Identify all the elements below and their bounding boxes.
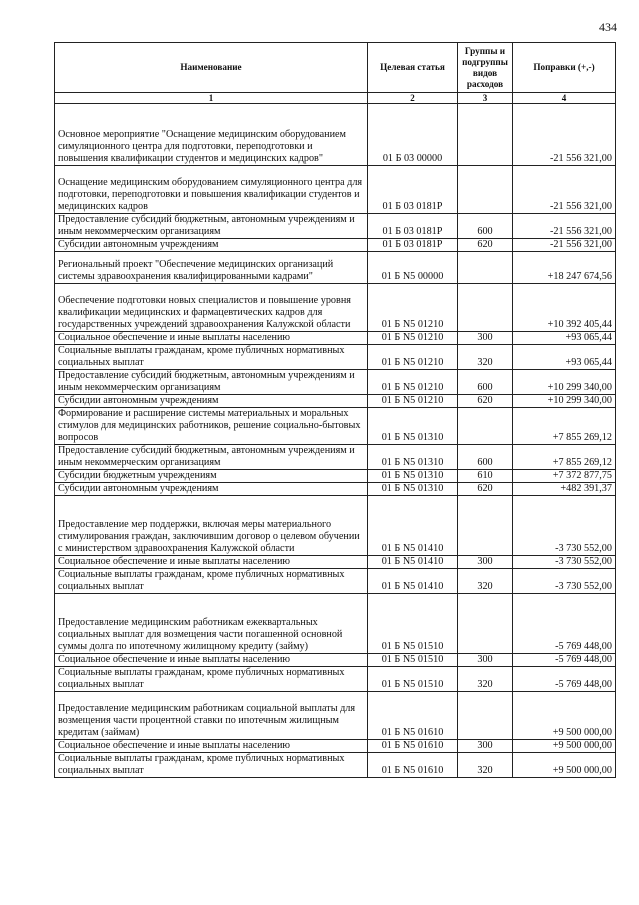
row-group: 300 [458,556,513,569]
row-group [458,252,513,284]
row-code: 01 Б N5 01310 [368,445,458,470]
table-row [55,654,616,667]
row-code: 01 Б N5 01210 [368,395,458,408]
row-amount: +482 391,37 [513,483,616,496]
row-amount: +9 500 000,00 [513,740,616,753]
row-name: Формирование и расширение системы материальных и моральных стимулов для медицинских работников, решение социально-бытовых вопросов [55,408,368,445]
table-row [55,252,616,284]
table-row [55,345,616,370]
table-header-row [55,43,616,93]
row-amount: -21 556 321,00 [513,104,616,166]
row-name: Социальные выплаты гражданам, кроме публичных нормативных социальных выплат [55,345,368,370]
row-code: 01 Б N5 01610 [368,753,458,778]
row-group: 320 [458,345,513,370]
page-number: 434 [599,20,617,34]
row-code: 01 Б 03 0181P [368,214,458,239]
row-group: 300 [458,654,513,667]
column-number-2: 2 [368,93,458,104]
row-code: 01 Б N5 01310 [368,483,458,496]
row-amount: +7 855 269,12 [513,445,616,470]
row-group: 300 [458,332,513,345]
row-name: Социальные выплаты гражданам, кроме публичных нормативных социальных выплат [55,667,368,692]
row-group: 600 [458,445,513,470]
row-amount: -5 769 448,00 [513,594,616,654]
row-name: Социальные выплаты гражданам, кроме публичных нормативных социальных выплат [55,569,368,594]
row-code: 01 Б N5 01610 [368,740,458,753]
row-code: 01 Б N5 01310 [368,408,458,445]
column-number-row [55,93,616,104]
row-name: Предоставление субсидий бюджетным, автономным учреждениям и иным некоммерческим организациям [55,214,368,239]
row-name: Предоставление мер поддержки, включая меры материального стимулирования граждан, заключившим договор о целевом обучении с министерством здравоохранения Калужской области [55,496,368,556]
row-group [458,104,513,166]
row-amount: +93 065,44 [513,345,616,370]
row-name: Субсидии бюджетным учреждениям [55,470,368,483]
row-code: 01 Б N5 01510 [368,654,458,667]
row-name: Предоставление медицинским работникам ежеквартальных социальных выплат для возмещения части погашенной основной суммы долга по ипотечному жилищному кредиту (займу) [55,594,368,654]
row-group [458,692,513,740]
row-group: 320 [458,569,513,594]
row-code: 01 Б N5 01210 [368,332,458,345]
row-name: Обеспечение подготовки новых специалистов и повышение уровня квалификации медицинских и фармацевтических кадров для государственных учреждений здравоохранения Калужской области [55,284,368,332]
table-row [55,332,616,345]
row-group [458,284,513,332]
row-code: 01 Б N5 01210 [368,345,458,370]
row-group [458,166,513,214]
row-group: 600 [458,214,513,239]
table-row [55,496,616,556]
row-amount: -21 556 321,00 [513,239,616,252]
table-row [55,104,616,166]
table-row [55,370,616,395]
table-row [55,556,616,569]
row-name: Предоставление медицинским работникам социальной выплаты для возмещения части процентной ставки по ипотечным жилищным кредитам (займам) [55,692,368,740]
table-row [55,214,616,239]
row-code: 01 Б 03 0181P [368,166,458,214]
table-row [55,166,616,214]
column-number-3: 3 [458,93,513,104]
table-row [55,692,616,740]
row-name: Социальные выплаты гражданам, кроме публичных нормативных социальных выплат [55,753,368,778]
table-row [55,667,616,692]
table-row [55,594,616,654]
row-group [458,594,513,654]
row-name: Предоставление субсидий бюджетным, автономным учреждениям и иным некоммерческим организациям [55,370,368,395]
table-row [55,569,616,594]
row-name: Предоставление субсидий бюджетным, автономным учреждениям и иным некоммерческим организациям [55,445,368,470]
row-name: Региональный проект "Обеспечение медицинских организаций системы здравоохранения квалифицированными кадрами" [55,252,368,284]
row-group: 300 [458,740,513,753]
row-code: 01 Б N5 01510 [368,594,458,654]
row-code: 01 Б N5 01310 [368,470,458,483]
table-row [55,470,616,483]
table-row [55,408,616,445]
row-code: 01 Б 03 00000 [368,104,458,166]
row-amount: -21 556 321,00 [513,166,616,214]
column-number-4: 4 [513,93,616,104]
table-row [55,239,616,252]
row-group: 610 [458,470,513,483]
table-row [55,395,616,408]
row-group: 320 [458,753,513,778]
row-name: Основное мероприятие "Оснащение медицинским оборудованием симуляционного центра для подготовки, переподготовки и повышения квалификации студентов и медицинских кадров" [55,104,368,166]
row-amount: +9 500 000,00 [513,753,616,778]
row-name: Социальное обеспечение и иные выплаты населению [55,332,368,345]
row-amount: +10 392 405,44 [513,284,616,332]
header-group: Группы и подгруппы видов расходов [458,43,513,93]
row-amount: +9 500 000,00 [513,692,616,740]
row-code: 01 Б N5 01410 [368,569,458,594]
table-row [55,445,616,470]
row-code: 01 Б N5 01210 [368,284,458,332]
table-row [55,740,616,753]
row-amount: -3 730 552,00 [513,569,616,594]
row-group: 620 [458,395,513,408]
row-code: 01 Б N5 01210 [368,370,458,395]
row-name: Субсидии автономным учреждениям [55,395,368,408]
budget-amendments-table [54,42,616,778]
row-name: Социальное обеспечение и иные выплаты населению [55,556,368,569]
table-row [55,483,616,496]
row-group: 620 [458,239,513,252]
row-code: 01 Б N5 00000 [368,252,458,284]
column-number-1: 1 [55,93,368,104]
row-amount: -5 769 448,00 [513,654,616,667]
header-name: Наименование [55,43,368,93]
row-amount: -5 769 448,00 [513,667,616,692]
row-code: 01 Б N5 01410 [368,496,458,556]
row-amount: +18 247 674,56 [513,252,616,284]
row-code: 01 Б 03 0181P [368,239,458,252]
row-amount: +7 372 877,75 [513,470,616,483]
row-group: 600 [458,370,513,395]
row-amount: +7 855 269,12 [513,408,616,445]
row-amount: -21 556 321,00 [513,214,616,239]
row-group: 620 [458,483,513,496]
row-code: 01 Б N5 01410 [368,556,458,569]
row-amount: +93 065,44 [513,332,616,345]
header-amount: Поправки (+,-) [513,43,616,93]
row-amount: +10 299 340,00 [513,370,616,395]
row-code: 01 Б N5 01610 [368,692,458,740]
table-row [55,753,616,778]
row-code: 01 Б N5 01510 [368,667,458,692]
row-name: Социальное обеспечение и иные выплаты населению [55,740,368,753]
table-row [55,284,616,332]
row-name: Субсидии автономным учреждениям [55,483,368,496]
row-group [458,408,513,445]
row-name: Оснащение медицинским оборудованием симуляционного центра для подготовки, переподготовки и повышения квалификации студентов и медицинских кадров [55,166,368,214]
row-name: Субсидии автономным учреждениям [55,239,368,252]
row-amount: +10 299 340,00 [513,395,616,408]
header-code: Целевая статья [368,43,458,93]
row-amount: -3 730 552,00 [513,496,616,556]
row-group [458,496,513,556]
row-group: 320 [458,667,513,692]
row-name: Социальное обеспечение и иные выплаты населению [55,654,368,667]
row-amount: -3 730 552,00 [513,556,616,569]
